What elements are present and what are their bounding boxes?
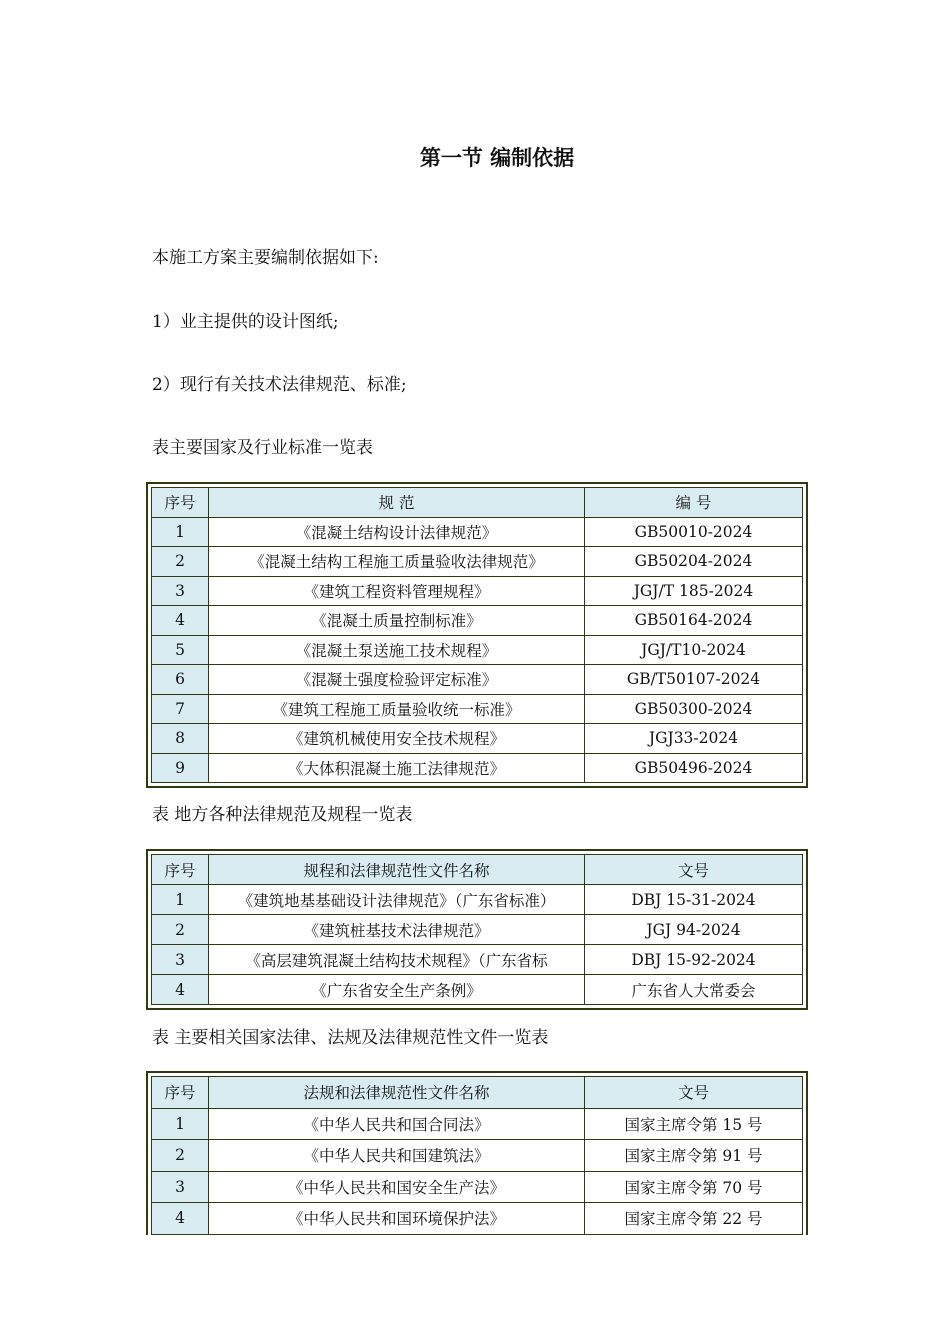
table-row <box>152 635 803 665</box>
cell-col-code: GB/T50107-2024 <box>585 665 803 695</box>
cell-col-code: DBJ 15-31-2024 <box>585 885 803 915</box>
header-col-number: 序号 <box>152 1077 209 1109</box>
cell-col-name: 《建筑工程施工质量验收统一标准》 <box>209 694 585 724</box>
table1-caption: 表主要国家及行业标准一览表 <box>152 438 373 458</box>
cell-col-number: 2 <box>152 915 209 945</box>
cell-col-number: 1 <box>152 1108 209 1140</box>
table-row <box>152 1140 803 1172</box>
table2-caption: 表 地方各种法律规范及规程一览表 <box>152 805 413 825</box>
table-row <box>152 665 803 695</box>
cell-col-code: GB50300-2024 <box>585 694 803 724</box>
header-col-code: 文号 <box>585 855 803 885</box>
header-col-code: 文号 <box>585 1077 803 1109</box>
cell-col-name: 《建筑桩基技术法律规范》 <box>209 915 585 945</box>
basis-item-1: 1）业主提供的设计图纸; <box>152 312 339 332</box>
table-row <box>152 694 803 724</box>
table-row <box>152 1171 803 1203</box>
cell-col-number: 5 <box>152 635 209 665</box>
table-row <box>152 547 803 577</box>
table-row <box>152 915 803 945</box>
cell-col-number: 3 <box>152 945 209 975</box>
table-row <box>152 885 803 915</box>
cell-col-code: JGJ/T 185-2024 <box>585 576 803 606</box>
cell-col-code: 广东省人大常委会 <box>585 975 803 1005</box>
table-row <box>152 576 803 606</box>
intro-paragraph: 本施工方案主要编制依据如下: <box>152 248 379 268</box>
cell-col-name: 《建筑机械使用安全技术规程》 <box>209 724 585 754</box>
cell-col-code: JGJ/T10-2024 <box>585 635 803 665</box>
cell-col-name: 《中华人民共和国安全生产法》 <box>209 1171 585 1203</box>
cell-col-number: 6 <box>152 665 209 695</box>
national-standards-grid <box>151 487 803 783</box>
cell-col-name: 《大体积混凝土施工法律规范》 <box>209 753 585 783</box>
cell-col-code: GB50496-2024 <box>585 753 803 783</box>
cell-col-code: DBJ 15-92-2024 <box>585 945 803 975</box>
table-header-row <box>152 855 803 885</box>
table-row <box>152 945 803 975</box>
table-row <box>152 1203 803 1235</box>
header-col-name: 法规和法律规范性文件名称 <box>209 1077 585 1109</box>
cell-col-name: 《建筑地基基础设计法律规范》（广东省标准） <box>209 885 585 915</box>
national-laws-table <box>146 1071 808 1235</box>
table-row <box>152 975 803 1005</box>
header-col-code: 编 号 <box>585 488 803 518</box>
header-col-number: 序号 <box>152 855 209 885</box>
cell-col-code: JGJ33-2024 <box>585 724 803 754</box>
cell-col-number: 4 <box>152 606 209 636</box>
cell-col-code: 国家主席令第 91 号 <box>585 1140 803 1172</box>
cell-col-number: 1 <box>152 517 209 547</box>
section-title: 第一节 编制依据 <box>419 145 575 170</box>
cell-col-number: 4 <box>152 975 209 1005</box>
local-regulations-table <box>146 849 808 1010</box>
cell-col-name: 《混凝土泵送施工技术规程》 <box>209 635 585 665</box>
cell-col-code: GB50164-2024 <box>585 606 803 636</box>
table-header-row <box>152 488 803 518</box>
header-col-name: 规 范 <box>209 488 585 518</box>
basis-item-2: 2）现行有关技术法律规范、标准; <box>152 375 407 395</box>
header-col-number: 序号 <box>152 488 209 518</box>
cell-col-number: 4 <box>152 1203 209 1235</box>
cell-col-number: 8 <box>152 724 209 754</box>
table-row <box>152 753 803 783</box>
cell-col-number: 1 <box>152 885 209 915</box>
cell-col-code: 国家主席令第 70 号 <box>585 1171 803 1203</box>
cell-col-name: 《建筑工程资料管理规程》 <box>209 576 585 606</box>
national-laws-grid <box>151 1076 803 1235</box>
cell-col-code: JGJ 94-2024 <box>585 915 803 945</box>
cell-col-name: 《混凝土强度检验评定标准》 <box>209 665 585 695</box>
cell-col-name: 《混凝土质量控制标准》 <box>209 606 585 636</box>
cell-col-number: 7 <box>152 694 209 724</box>
table-row <box>152 517 803 547</box>
cell-col-name: 《广东省安全生产条例》 <box>209 975 585 1005</box>
cell-col-name: 《中华人民共和国建筑法》 <box>209 1140 585 1172</box>
cell-col-name: 《混凝土结构设计法律规范》 <box>209 517 585 547</box>
cell-col-code: 国家主席令第 15 号 <box>585 1108 803 1140</box>
cell-col-name: 《混凝土结构工程施工质量验收法律规范》 <box>209 547 585 577</box>
cell-col-number: 9 <box>152 753 209 783</box>
cell-col-number: 3 <box>152 576 209 606</box>
table-header-row <box>152 1077 803 1109</box>
cell-col-code: 国家主席令第 22 号 <box>585 1203 803 1235</box>
cell-col-name: 《高层建筑混凝土结构技术规程》（广东省标 <box>209 945 585 975</box>
cell-col-code: GB50204-2024 <box>585 547 803 577</box>
cell-col-number: 2 <box>152 1140 209 1172</box>
table-row <box>152 606 803 636</box>
table-row <box>152 724 803 754</box>
table-row <box>152 1108 803 1140</box>
cell-col-number: 2 <box>152 547 209 577</box>
cell-col-number: 3 <box>152 1171 209 1203</box>
cell-col-code: GB50010-2024 <box>585 517 803 547</box>
cell-col-name: 《中华人民共和国合同法》 <box>209 1108 585 1140</box>
local-regulations-grid <box>151 854 803 1005</box>
header-col-name: 规程和法律规范性文件名称 <box>209 855 585 885</box>
table3-caption: 表 主要相关国家法律、法规及法律规范性文件一览表 <box>152 1028 549 1048</box>
cell-col-name: 《中华人民共和国环境保护法》 <box>209 1203 585 1235</box>
national-standards-table <box>146 482 808 788</box>
